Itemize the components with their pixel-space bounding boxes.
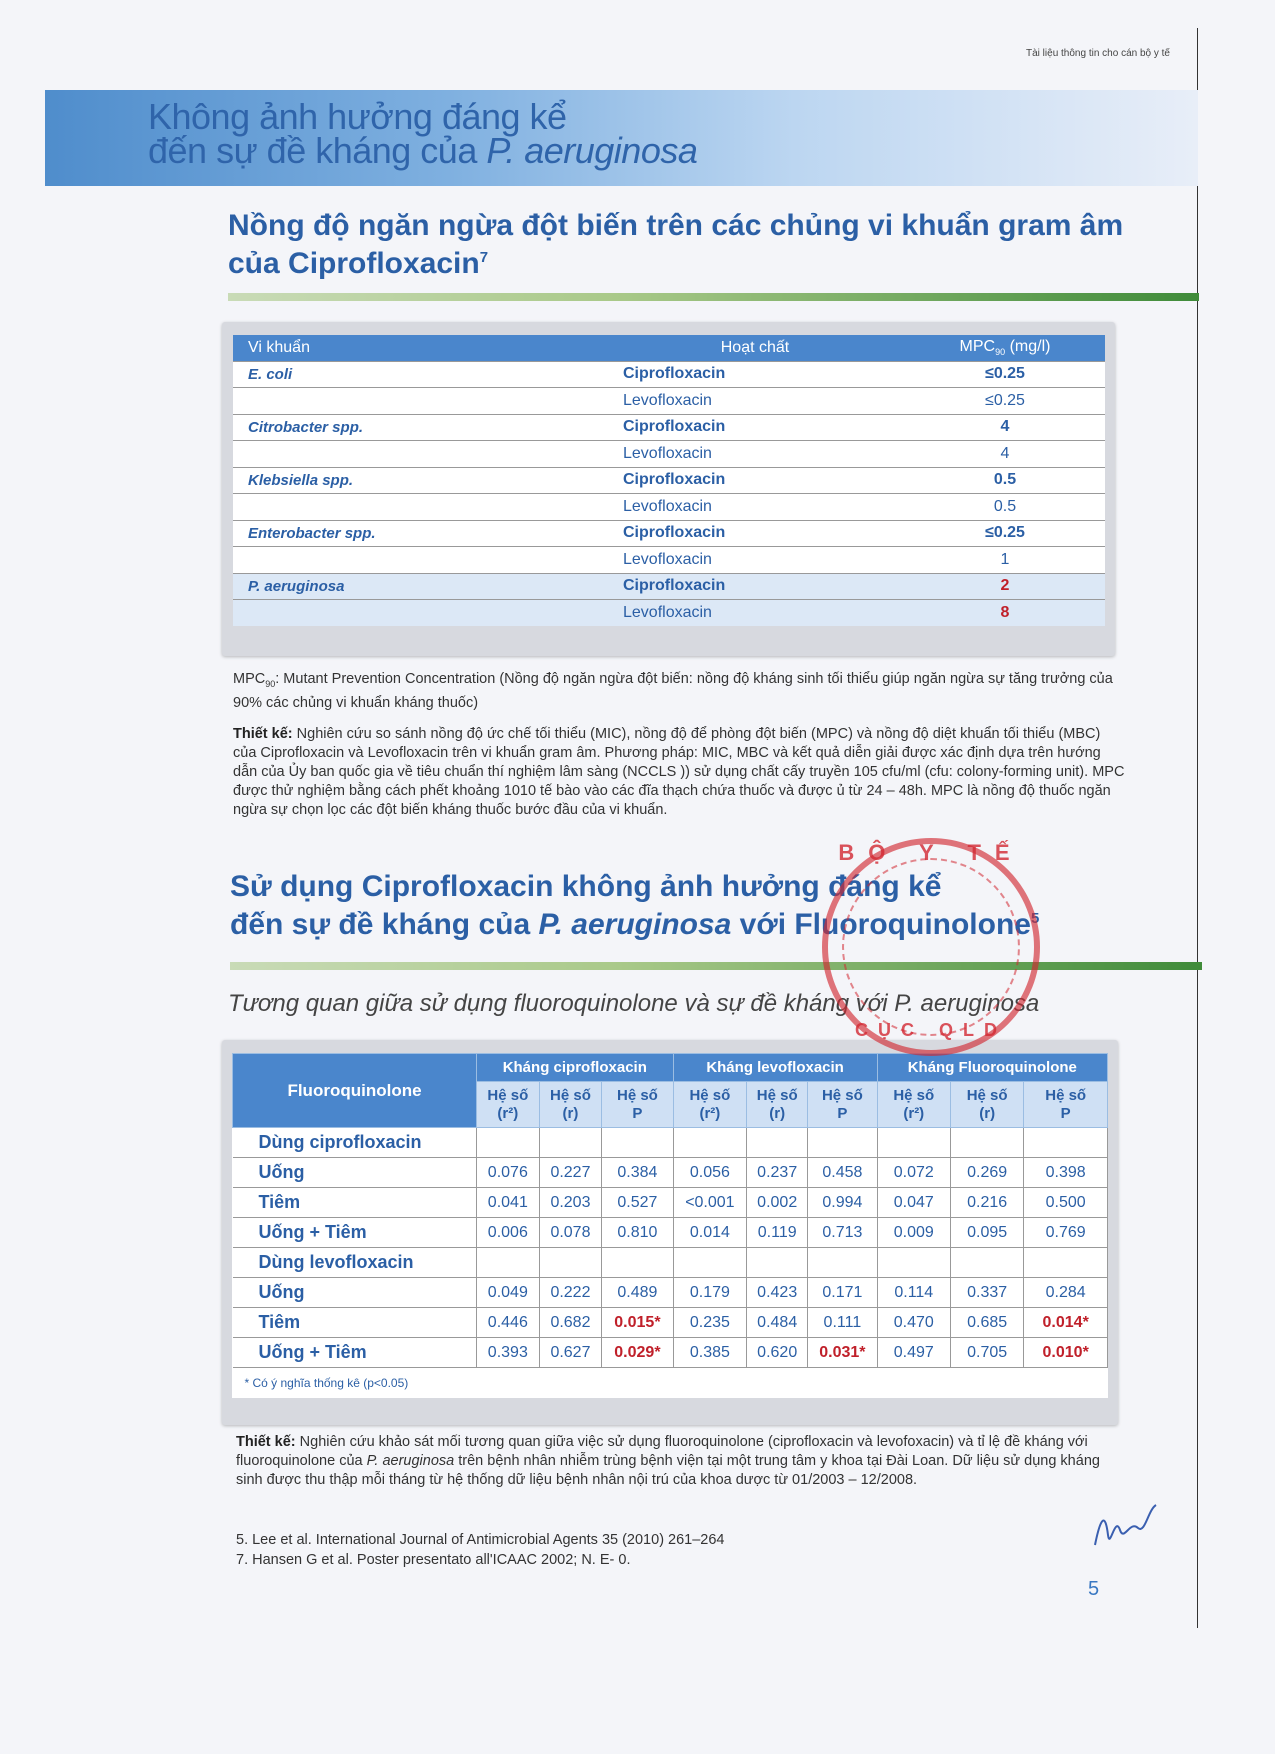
- table1-header-bacteria: Vi khuẩn: [233, 335, 605, 361]
- header-note: Tài liệu thông tin cho cán bộ y tế: [1026, 48, 1170, 59]
- coefficient-header-line2: (r²): [699, 1104, 721, 1122]
- design1-label: Thiết kế:: [233, 726, 293, 742]
- empty-cell: [808, 1248, 877, 1278]
- table1-header-row: [233, 335, 1105, 361]
- mpc-value-cell: 4: [905, 414, 1105, 441]
- page-number: 5: [1088, 1578, 1100, 1600]
- section2-line-2-italic: P. aeruginosa: [538, 908, 732, 941]
- coefficient-header: [1024, 1082, 1108, 1128]
- mpc-definition: [233, 670, 1126, 713]
- section2-divider: [230, 962, 1202, 970]
- coefficient-value: 0.470: [877, 1308, 950, 1338]
- table2-row: [233, 1158, 1108, 1188]
- banner-line-1: Không ảnh hưởng đáng kể: [148, 96, 567, 137]
- coefficient-header-line2: P: [1060, 1104, 1071, 1122]
- route-label: Uống + Tiêm: [233, 1338, 477, 1368]
- bacteria-cell: [233, 388, 605, 415]
- table1-row: [233, 573, 1105, 600]
- drug-cell: Levofloxacin: [605, 388, 905, 415]
- empty-cell: [877, 1128, 950, 1158]
- coefficient-value: 0.527: [602, 1188, 673, 1218]
- empty-cell: [539, 1248, 602, 1278]
- mpc-value-cell: 2: [905, 573, 1105, 600]
- coefficient-header-line1: Hệ số: [487, 1086, 529, 1104]
- coefficient-value: <0.001: [673, 1188, 747, 1218]
- empty-cell: [1024, 1128, 1108, 1158]
- drug-cell: Levofloxacin: [605, 494, 905, 521]
- table1-row: [233, 600, 1105, 627]
- coefficient-value: 0.111: [808, 1308, 877, 1338]
- empty-cell: [1024, 1248, 1108, 1278]
- coefficient-header: [808, 1082, 877, 1128]
- bacteria-cell: P. aeruginosa: [233, 573, 605, 600]
- coefficient-header-line1: Hệ số: [893, 1086, 935, 1104]
- coefficient-header-line1: Hệ số: [1045, 1086, 1087, 1104]
- coefficient-value: 0.031*: [808, 1338, 877, 1368]
- coefficient-value: 0.497: [877, 1338, 950, 1368]
- design2-text-italic: P. aeruginosa: [366, 1453, 455, 1469]
- section2-line-2-prefix: đến sự đề kháng của: [230, 908, 539, 941]
- bacteria-cell: [233, 441, 605, 468]
- drug-cell: Ciprofloxacin: [605, 414, 905, 441]
- table2-row: [233, 1308, 1108, 1338]
- section1-title-sup: 7: [479, 249, 489, 266]
- table2-section-row: [233, 1248, 1108, 1278]
- coefficient-value: 0.171: [808, 1278, 877, 1308]
- coefficient-value: 0.994: [808, 1188, 877, 1218]
- bacteria-cell: [233, 547, 605, 574]
- route-label: Uống + Tiêm: [233, 1218, 477, 1248]
- route-label: Uống: [233, 1158, 477, 1188]
- drug-cell: Levofloxacin: [605, 441, 905, 468]
- banner-line-2-text: đến sự đề kháng của: [148, 130, 487, 171]
- coefficient-value: 0.014: [673, 1218, 747, 1248]
- coefficient-value: 0.484: [747, 1308, 808, 1338]
- table1-row: [233, 414, 1105, 441]
- section-label: Dùng levofloxacin: [233, 1248, 477, 1278]
- route-label: Uống: [233, 1278, 477, 1308]
- coefficient-value: 0.047: [877, 1188, 950, 1218]
- banner-line-2-italic: P. aeruginosa: [486, 130, 698, 171]
- banner-title: [148, 96, 848, 171]
- coefficient-value: 0.398: [1024, 1158, 1108, 1188]
- coefficient-header-line2: (r): [979, 1104, 996, 1122]
- mpc-note-sub: 90: [265, 678, 276, 689]
- coefficient-value: 0.095: [950, 1218, 1023, 1248]
- empty-cell: [602, 1128, 673, 1158]
- coefficient-value: 0.385: [673, 1338, 747, 1368]
- group-header-cipro: Kháng ciprofloxacin: [477, 1054, 674, 1082]
- empty-cell: [539, 1128, 602, 1158]
- mpc-sub: 90: [995, 347, 1006, 358]
- coefficient-header-line1: Hệ số: [550, 1086, 591, 1104]
- coefficient-value: 0.227: [539, 1158, 602, 1188]
- correlation-table: [232, 1053, 1108, 1398]
- drug-cell: Ciprofloxacin: [605, 573, 905, 600]
- bacteria-cell: Enterobacter spp.: [233, 520, 605, 547]
- empty-cell: [477, 1128, 540, 1158]
- coefficient-header-line1: Hệ số: [821, 1086, 863, 1104]
- mpc-value-cell: ≤0.25: [905, 520, 1105, 547]
- coefficient-header-line2: (r²): [903, 1104, 925, 1122]
- coefficient-value: 0.029*: [602, 1338, 673, 1368]
- table1-row: [233, 520, 1105, 547]
- drug-cell: Ciprofloxacin: [605, 361, 905, 388]
- margin-rule: [1197, 28, 1198, 1628]
- coefficient-header: [602, 1082, 673, 1128]
- mpc-value-cell: 8: [905, 600, 1105, 627]
- coefficient-value: 0.119: [747, 1218, 808, 1248]
- coefficient-value: 0.078: [539, 1218, 602, 1248]
- section2-sup: 5: [1030, 910, 1040, 927]
- coefficient-header-line2: (r²): [497, 1104, 519, 1122]
- coefficient-value: 0.002: [747, 1188, 808, 1218]
- table2-section-row: [233, 1128, 1108, 1158]
- design2-label: Thiết kế:: [236, 1434, 296, 1450]
- coefficient-header-line2: (r): [769, 1104, 786, 1122]
- bacteria-cell: Klebsiella spp.: [233, 467, 605, 494]
- coefficient-value: 0.203: [539, 1188, 602, 1218]
- drug-cell: Levofloxacin: [605, 547, 905, 574]
- coefficient-header-line2: P: [632, 1104, 643, 1122]
- coefficient-value: 0.237: [747, 1158, 808, 1188]
- coefficient-value: 0.010*: [1024, 1338, 1108, 1368]
- table2-footnote-row: [233, 1368, 1108, 1398]
- section1-divider: [228, 293, 1199, 301]
- coefficient-value: 0.685: [950, 1308, 1023, 1338]
- significance-footnote: * Có ý nghĩa thống kê (p<0.05): [244, 1375, 409, 1390]
- coefficient-value: 0.500: [1024, 1188, 1108, 1218]
- empty-cell: [747, 1128, 808, 1158]
- stamp-top-text: BỘ Y TẾ: [838, 840, 1024, 865]
- coefficient-header-line1: Hệ số: [689, 1086, 731, 1104]
- coefficient-value: 0.620: [747, 1338, 808, 1368]
- coefficient-value: 0.049: [477, 1278, 540, 1308]
- table1-header-mpc: [905, 335, 1105, 361]
- reference-7: 7. Hansen G et al. Poster presentato all'ICAAC 2002; N. E- 0.: [236, 1552, 631, 1568]
- coefficient-value: 0.446: [477, 1308, 540, 1338]
- design2-text-b: trên bệnh nhân nhiễm trùng bệnh viện tại một trung tâm y khoa tại Đài Loan. Dữ liệu sử dụng kháng sinh được thu thập mỗi tháng từ hệ thống dữ liệu bệnh nhân nội trú của khoa dược từ 01/2003 – 12/2008.: [236, 1453, 1100, 1488]
- table2-group-row: [233, 1054, 1108, 1082]
- coefficient-header-line1: Hệ số: [966, 1086, 1008, 1104]
- empty-cell: [673, 1248, 747, 1278]
- table2-row: [233, 1188, 1108, 1218]
- mpc-note-text: : Mutant Prevention Concentration (Nồng độ ngăn ngừa đột biến: nồng độ kháng sinh tối thiểu giúp ngăn ngừa sự tăng trưởng của 90% các chủng vi khuẩn kháng thuốc): [233, 671, 1113, 711]
- table1-row: [233, 547, 1105, 574]
- table2-row: [233, 1338, 1108, 1368]
- coefficient-value: 0.114: [877, 1278, 950, 1308]
- table2-row: [233, 1278, 1108, 1308]
- design2-text-a: Nghiên cứu khảo sát mối tương quan giữa việc sử dụng fluoroquinolone (ciprofloxacin và levofoxacin) và tỉ lệ đề kháng với fluoroquinolone của: [236, 1434, 1088, 1469]
- group-header-fq: Kháng Fluoroquinolone: [877, 1054, 1107, 1082]
- coefficient-header: [877, 1082, 950, 1128]
- table1-row: [233, 441, 1105, 468]
- empty-cell: [747, 1248, 808, 1278]
- empty-cell: [877, 1248, 950, 1278]
- coefficient-value: 0.015*: [602, 1308, 673, 1338]
- mpc-value-cell: 0.5: [905, 467, 1105, 494]
- coefficient-value: 0.284: [1024, 1278, 1108, 1308]
- coefficient-value: 0.041: [477, 1188, 540, 1218]
- coefficient-value: 0.489: [602, 1278, 673, 1308]
- coefficient-value: 0.705: [950, 1338, 1023, 1368]
- stamp-bottom-text: CỤC QLD: [855, 1020, 1007, 1040]
- coefficient-header: [539, 1082, 602, 1128]
- empty-cell: [950, 1248, 1023, 1278]
- coefficient-value: 0.627: [539, 1338, 602, 1368]
- coefficient-value: 0.072: [877, 1158, 950, 1188]
- route-label: Tiêm: [233, 1188, 477, 1218]
- coefficient-header: [747, 1082, 808, 1128]
- section1-title-text: Nồng độ ngăn ngừa đột biến trên các chủng vi khuẩn gram âm của Ciprofloxacin: [228, 209, 1124, 280]
- coefficient-value: 0.014*: [1024, 1308, 1108, 1338]
- coefficient-value: 0.337: [950, 1278, 1023, 1308]
- drug-cell: Ciprofloxacin: [605, 520, 905, 547]
- mpc-prefix: MPC: [959, 338, 996, 356]
- coefficient-value: 0.179: [673, 1278, 747, 1308]
- coefficient-value: 0.423: [747, 1278, 808, 1308]
- table1-row: [233, 361, 1105, 388]
- section2-line-1: Sử dụng Ciprofloxacin không ảnh hưởng đáng kể: [230, 870, 942, 903]
- coefficient-header: [477, 1082, 540, 1128]
- coefficient-header-line1: Hệ số: [616, 1086, 658, 1104]
- mpc-value-cell: ≤0.25: [905, 388, 1105, 415]
- mpc-table: [233, 335, 1105, 626]
- coefficient-value: 0.076: [477, 1158, 540, 1188]
- mpc-value-cell: 0.5: [905, 494, 1105, 521]
- coefficient-header-line2: P: [837, 1104, 848, 1122]
- section2-line-2-suffix: với Fluoroquinolone: [731, 908, 1031, 941]
- group-header-levo: Kháng levofloxacin: [673, 1054, 877, 1082]
- coefficient-value: 0.713: [808, 1218, 877, 1248]
- coefficient-value: 0.769: [1024, 1218, 1108, 1248]
- coefficient-header-line1: Hệ số: [756, 1086, 798, 1104]
- section-label: Dùng ciprofloxacin: [233, 1128, 477, 1158]
- coefficient-value: 0.235: [673, 1308, 747, 1338]
- table1-header-drug: Hoạt chất: [605, 335, 905, 361]
- mpc-note-prefix: MPC: [233, 671, 266, 687]
- section1-title: [228, 207, 1128, 283]
- table2-row: [233, 1218, 1108, 1248]
- empty-cell: [950, 1128, 1023, 1158]
- drug-cell: Ciprofloxacin: [605, 467, 905, 494]
- table2-corner: Fluoroquinolone: [233, 1054, 477, 1128]
- mpc-value-cell: 1: [905, 547, 1105, 574]
- coefficient-value: 0.810: [602, 1218, 673, 1248]
- coefficient-header: [950, 1082, 1023, 1128]
- coefficient-value: 0.006: [477, 1218, 540, 1248]
- table2-subtitle: Tương quan giữa sử dụng fluoroquinolone và sự đề kháng với P. aeruginosa: [228, 990, 1040, 1017]
- coefficient-value: 0.393: [477, 1338, 540, 1368]
- coefficient-value: 0.269: [950, 1158, 1023, 1188]
- design1-text: Nghiên cứu so sánh nồng độ ức chế tối thiểu (MIC), nồng độ để phòng đột biến (MPC) và nồng độ diệt khuẩn tối thiểu (MBC) của Ciprofloxacin và Levofloxacin trên vi khuẩn gram âm. Phương pháp: MIC, MBC và kết quả diễn giải được xác định dựa trên hướng dẫn của Ủy ban quốc gia về tiêu chuẩn thí nghiệm lâm sàng (NCCLS )) sử dụng chất cấy truyền 105 cfu/ml (cfu: colony-forming unit). MPC được thử nghiệm bằng cách phết khoảng 1010 tế bào vào các đĩa thạch chứa thuốc và được ủ từ 24 – 48h. MPC là nồng độ thuốc ngăn ngừa sự chọn lọc các đột biến kháng thuốc bước đầu của vi khuẩn.: [233, 726, 1125, 818]
- empty-cell: [673, 1128, 747, 1158]
- signature-mark: [1090, 1500, 1160, 1560]
- design1-paragraph: [233, 725, 1126, 820]
- bacteria-cell: [233, 494, 605, 521]
- table1-row: [233, 467, 1105, 494]
- empty-cell: [602, 1248, 673, 1278]
- coefficient-value: 0.384: [602, 1158, 673, 1188]
- table1-row: [233, 388, 1105, 415]
- coefficient-header: [673, 1082, 747, 1128]
- reference-5: 5. Lee et al. International Journal of Antimicrobial Agents 35 (2010) 261–264: [236, 1532, 725, 1548]
- coefficient-value: 0.682: [539, 1308, 602, 1338]
- coefficient-value: 0.216: [950, 1188, 1023, 1218]
- route-label: Tiêm: [233, 1308, 477, 1338]
- banner-line-2: [148, 130, 848, 171]
- coefficient-value: 0.222: [539, 1278, 602, 1308]
- coefficient-header-line2: (r): [562, 1104, 579, 1122]
- bacteria-cell: E. coli: [233, 361, 605, 388]
- mpc-suffix: (mg/l): [1005, 338, 1051, 356]
- mpc-value-cell: 4: [905, 441, 1105, 468]
- coefficient-value: 0.056: [673, 1158, 747, 1188]
- table1-row: [233, 494, 1105, 521]
- bacteria-cell: Citrobacter spp.: [233, 414, 605, 441]
- drug-cell: Levofloxacin: [605, 600, 905, 627]
- design2-paragraph: [236, 1433, 1120, 1490]
- empty-cell: [477, 1248, 540, 1278]
- mpc-value-cell: ≤0.25: [905, 361, 1105, 388]
- references: [236, 1530, 725, 1570]
- coefficient-value: 0.009: [877, 1218, 950, 1248]
- bacteria-cell: [233, 600, 605, 627]
- coefficient-value: 0.458: [808, 1158, 877, 1188]
- empty-cell: [808, 1128, 877, 1158]
